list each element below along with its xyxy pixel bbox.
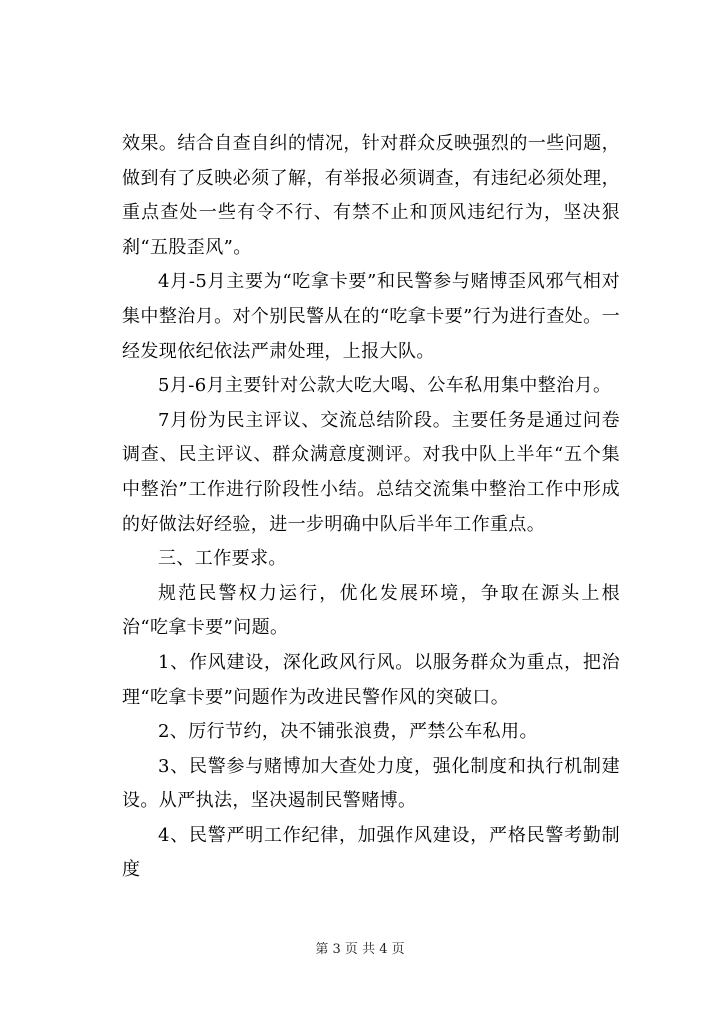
requirement-item-2: 2、厉行节约，决不铺张浪费，严禁公车私用。 (158, 721, 538, 743)
requirement-item-1: 1、作风建设，深化政风行风。以服务群众为重点，把治理“吃拿卡要”问题作为改进民警作风的突破口。 (122, 651, 620, 708)
paragraph-4: 7月份为民主评议、交流总结阶段。主要任务是通过问卷调查、民主评议、群众满意度测评。对我中队上半年“五个集中整治”工作进行阶段性小结。总结交流集中整治工作中形成的好做法好经验，进一步明确中队后半年工作重点。 (122, 409, 620, 535)
requirement-item-4: 4、民警严明工作纪律，加强作风建设，严格民警考勤制度 (122, 824, 620, 881)
document-body (122, 127, 620, 888)
page-number: 第 3 页 共 4 页 (315, 942, 405, 957)
requirement-item-3: 3、民警参与赌博加大查处力度，强化制度和执行机制建设。从严执法，坚决遏制民警赌博。 (122, 755, 620, 812)
page-footer (0, 938, 720, 957)
paragraph-2: 4月-5月主要为“吃拿卡要”和民警参与赌博歪风邪气相对集中整治月。对个别民警从在的“吃拿卡要”行为进行查处。一经发现依纪依法严肃处理，上报大队。 (122, 271, 620, 362)
paragraph-6: 规范民警权力运行，优化发展环境，争取在源头上根治“吃拿卡要”问题。 (122, 582, 620, 639)
paragraph-3: 5月-6月主要针对公款大吃大喝、公车私用集中整治月。 (158, 375, 612, 397)
section-heading: 三、工作要求。 (158, 548, 287, 570)
paragraph-1: 效果。结合自查自纠的情况，针对群众反映强烈的一些问题，做到有了反映必须了解，有举报必须调查，有违纪必须处理，重点查处一些有令不行、有禁不止和顶风违纪行为，坚决狠刹“五股歪风”。 (122, 133, 620, 258)
